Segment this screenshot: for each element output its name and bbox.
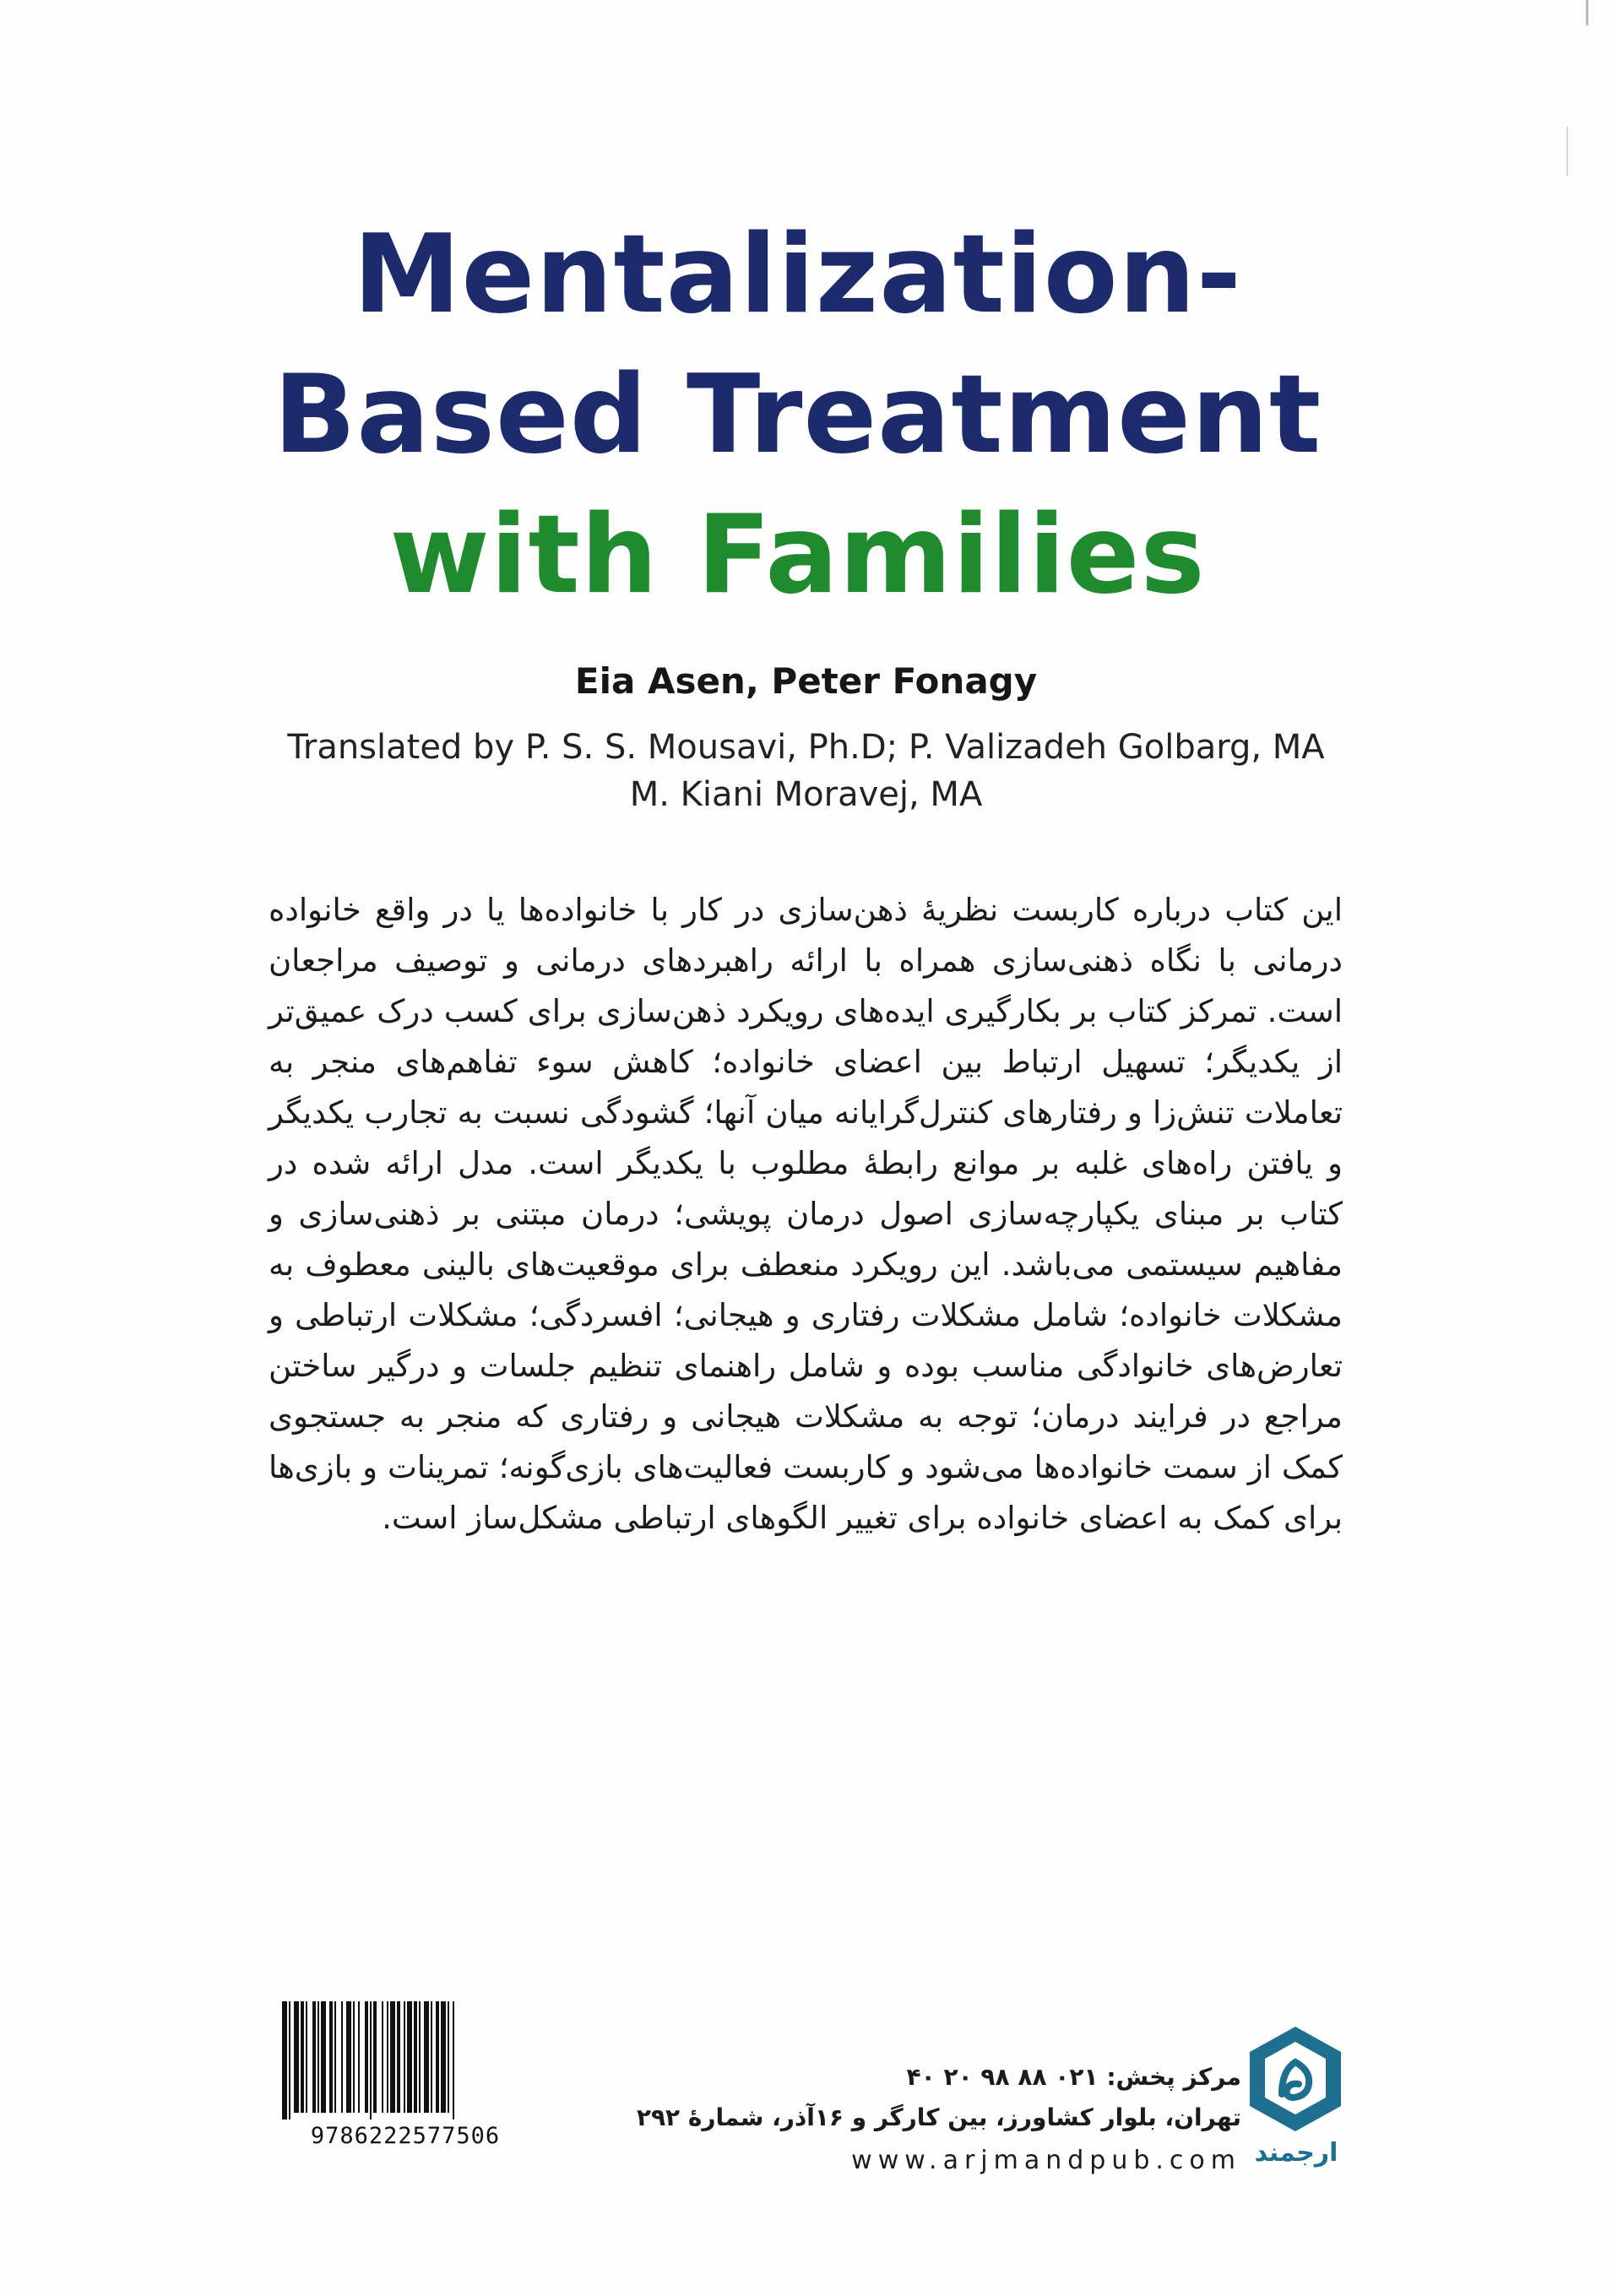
book-description: این کتاب درباره کاربست نظریهٔ ذهن‌سازی در کار با خانواده‌ها یا در واقع خانواده درمانی با نگاه ذهنی‌سازی همراه با ارائه راهبردهای درمانی و توصیف مراجعان است. تمرکز کتاب بر بکارگیری ایده‌های رویکرد ذهن‌سازی برای کسب درک عمیق‌تر از یکدیگر؛ تسهیل ارتباط بین اعضای خانواده؛ کاهش سوء تفاهم‌های منجر به تعاملات تنش‌زا و رفتارهای کنترل‌گرایانه میان آنها؛ گشودگی نسبت به تجارب یکدیگر و یافتن راه‌های غلبه بر موانع رابطهٔ مطلوب با یکدیگر است. مدل ارائه شده در کتاب بر مبنای یکپارچه‌سازی اصول درمان پویشی؛ درمان مبتنی بر ذهنی‌سازی و مفاهیم سیستمی می‌باشد. این رویکرد منعطف برای موقعیت‌های بالینی معطوف به مشکلات خانواده؛ شامل مشکلات رفتاری و هیجانی؛ افسردگی؛ مشکلات ارتباطی و تعارض‌های خانوادگی مناسب بوده و شامل راهنمای تنظیم جلسات و درگیر ساختن مراجع در فرایند درمان؛ توجه به مشکلات هیجانی و رفتاری که منجر به جستجوی کمک از سمت خانواده‌ها می‌شود و کاربست فعالیت‌های بازی‌گونه؛ تمرینات و بازی‌ها برای کمک به اعضای خانواده برای تغییر الگوهای ارتباطی مشکل‌ساز است. bbox=[269, 892, 1343, 1536]
translators-line-2: M. Kiani Moravej, MA bbox=[629, 775, 983, 814]
barcode-bar bbox=[353, 2001, 355, 2113]
barcode-bar bbox=[414, 2001, 417, 2113]
barcode-bar bbox=[397, 2001, 400, 2113]
barcode-bar bbox=[387, 2001, 388, 2113]
barcode-bar bbox=[441, 2001, 446, 2113]
isbn-barcode bbox=[279, 2001, 532, 2120]
barcode-bar bbox=[334, 2001, 336, 2113]
barcode-bar bbox=[321, 2001, 326, 2113]
barcode-bar bbox=[390, 2001, 395, 2113]
barcode-bar bbox=[424, 2001, 429, 2113]
publisher-info bbox=[636, 2057, 1241, 2184]
publisher-address: تهران، بلوار کشاورز، بین کارگر و ۱۶آذر، شمارهٔ ۲۹۲ bbox=[636, 2103, 1241, 2131]
arjmand-logo-icon bbox=[1245, 2023, 1346, 2141]
publisher-website[interactable]: www.arjmandpub.com bbox=[851, 2146, 1241, 2175]
book-title-line-1: Mentalization- bbox=[353, 212, 1242, 338]
barcode-bar bbox=[282, 2001, 287, 2120]
barcode-bar bbox=[318, 2001, 319, 2113]
barcode-bars bbox=[279, 2001, 532, 2120]
barcode-bar bbox=[294, 2001, 299, 2113]
barcode-bar bbox=[370, 2001, 372, 2120]
isbn-number: 9786222577506 bbox=[310, 2123, 501, 2149]
book-title-line-2: Based Treatment bbox=[273, 352, 1322, 478]
barcode-bar bbox=[404, 2001, 405, 2113]
scan-edge-mark bbox=[1566, 127, 1568, 176]
barcode-bar bbox=[289, 2001, 290, 2120]
barcode-bar bbox=[329, 2001, 333, 2113]
scan-corner-mark bbox=[1586, 0, 1588, 25]
barcode-bar bbox=[373, 2001, 377, 2113]
barcode-bar bbox=[436, 2001, 439, 2113]
book-authors: Eia Asen, Peter Fonagy bbox=[574, 660, 1038, 702]
barcode-bar bbox=[312, 2001, 316, 2113]
barcode-bar bbox=[301, 2001, 304, 2113]
barcode-bar bbox=[431, 2001, 432, 2113]
barcode-bar bbox=[453, 2001, 454, 2120]
barcode-bar bbox=[365, 2001, 368, 2113]
barcode-bar bbox=[358, 2001, 360, 2113]
barcode-bar bbox=[341, 2001, 343, 2113]
barcode-bar bbox=[306, 2001, 307, 2113]
publisher-distribution: مرکز پخش: ۰۲۱ ۸۸ ۹۸ ۲۰ ۴۰ bbox=[906, 2063, 1241, 2091]
translators-line-1: Translated by P. S. S. Mousavi, Ph.D; P. Valizadeh Golbarg, MA bbox=[287, 728, 1325, 767]
barcode-bar bbox=[407, 2001, 412, 2113]
barcode-bar bbox=[346, 2001, 351, 2113]
barcode-bar bbox=[419, 2001, 421, 2113]
barcode-bar bbox=[448, 2001, 449, 2113]
book-title-line-3: with Families bbox=[389, 492, 1206, 618]
barcode-bar bbox=[382, 2001, 383, 2113]
publisher-logo-name: ارجمند bbox=[1254, 2138, 1338, 2168]
